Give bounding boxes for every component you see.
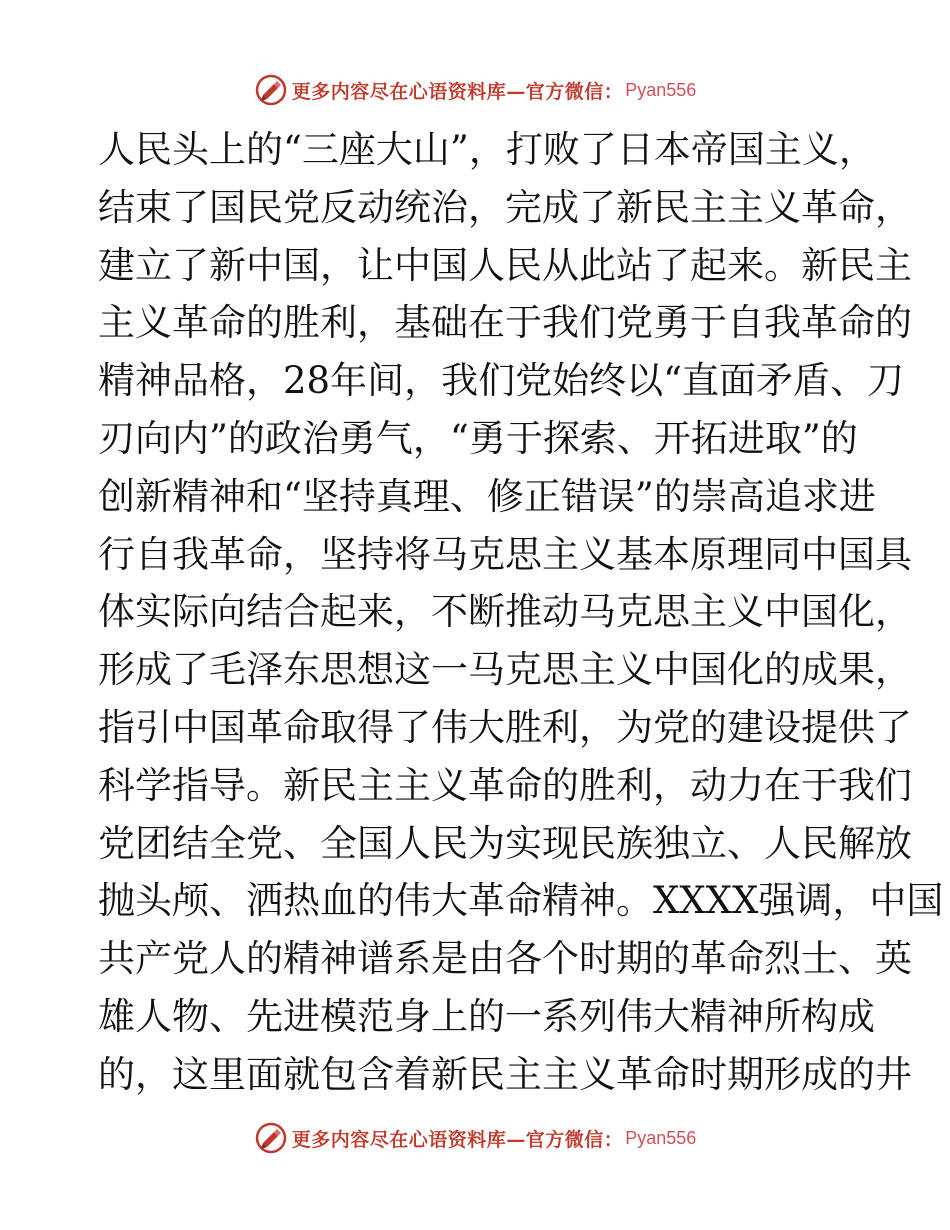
text-line: 刃向内”的政治勇气，“勇于探索、开拓进取”的 bbox=[98, 416, 858, 460]
text-line: 科学指导。新民主主义革命的胜利，动力在于我们 bbox=[98, 763, 912, 807]
text-line: 雄人物、先进模范身上的一系列伟大精神所构成 bbox=[98, 994, 875, 1038]
footer-watermark-code: Pyan556 bbox=[625, 1127, 697, 1148]
text-line: 形成了毛泽东思想这一马克思主义中国化的成果， bbox=[98, 648, 912, 692]
header-watermark-text: 更多内容尽在心语资料库—官方微信： bbox=[291, 80, 624, 103]
text-line: 主义革命的胜利，基础在于我们党勇于自我革命的 bbox=[98, 301, 912, 345]
text-line: 精神品格，28年间，我们党始终以“直面矛盾、刀 bbox=[98, 359, 904, 403]
body-text bbox=[98, 121, 944, 1104]
text-line: 的，这里面就包含着新民主主义革命时期形成的井 bbox=[98, 1052, 912, 1096]
text-line: 人民头上的“三座大山”，打败了日本帝国主义， bbox=[98, 128, 876, 171]
header-watermark-code: Pyan556 bbox=[625, 79, 697, 100]
pen-logo-icon bbox=[254, 73, 288, 107]
text-line: 抛头颅、洒热血的伟大革命精神。XXXX强调，中国 bbox=[98, 879, 944, 923]
text-line: 行自我革命，坚持将马克思主义基本原理同中国具 bbox=[98, 532, 912, 576]
text-line: 体实际向结合起来，不断推动马克思主义中国化， bbox=[98, 590, 912, 634]
footer-watermark bbox=[0, 1118, 950, 1158]
pen-logo-icon bbox=[254, 1121, 288, 1155]
text-line: 结束了国民党反动统治，完成了新民主主义革命， bbox=[98, 185, 912, 229]
text-line: 指引中国革命取得了伟大胜利，为党的建设提供了 bbox=[98, 705, 912, 749]
header-watermark bbox=[0, 70, 950, 110]
text-line: 创新精神和“坚持真理、修正错误”的崇高追求进 bbox=[98, 474, 876, 518]
text-line: 共产党人的精神谱系是由各个时期的革命烈士、英 bbox=[98, 937, 912, 981]
text-line: 建立了新中国，让中国人民从此站了起来。新民主 bbox=[98, 243, 912, 287]
footer-watermark-text: 更多内容尽在心语资料库—官方微信： bbox=[291, 1128, 624, 1151]
text-line: 党团结全党、全国人民为实现民族独立、人民解放 bbox=[98, 821, 912, 865]
